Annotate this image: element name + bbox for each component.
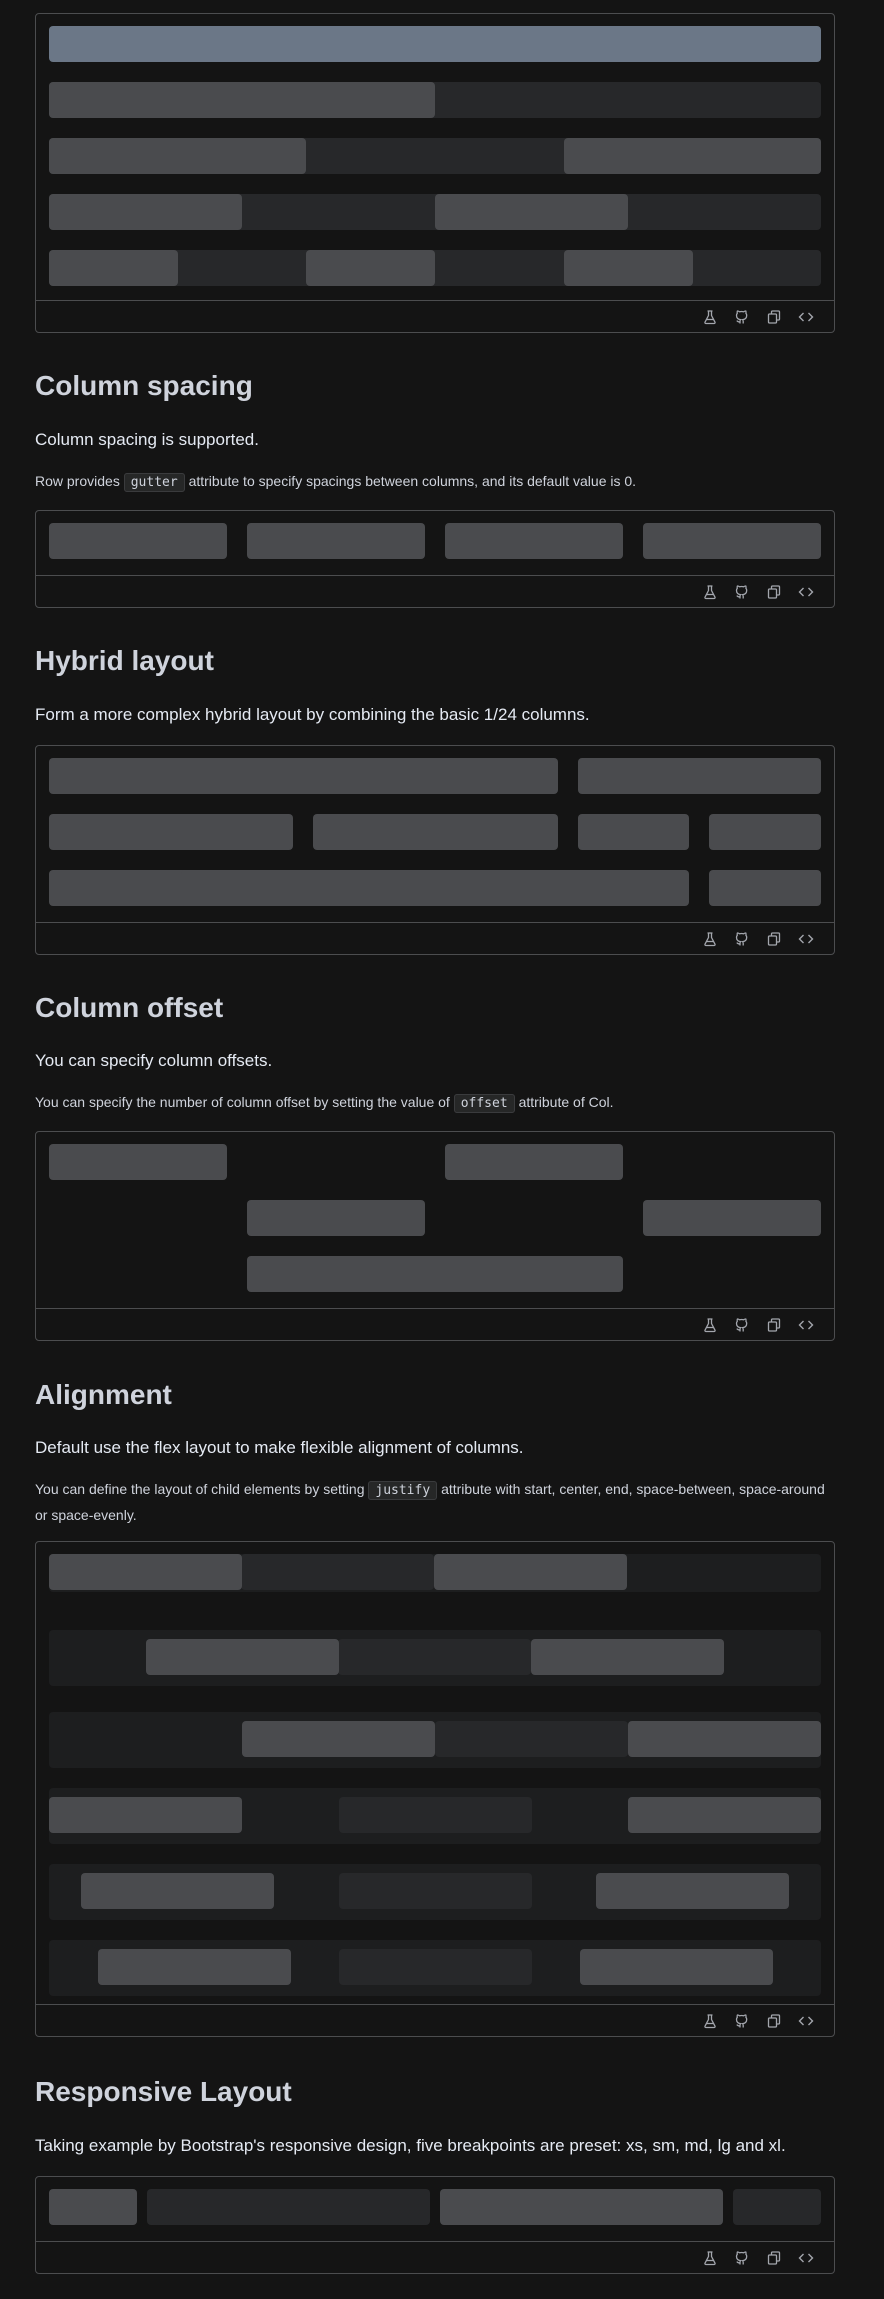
grid-col xyxy=(434,1554,627,1590)
grid-col xyxy=(709,814,821,850)
grid-col xyxy=(247,523,425,559)
grid-col xyxy=(628,1797,821,1833)
grid-col xyxy=(709,870,821,906)
inline-code: offset xyxy=(454,1094,515,1113)
grid-col xyxy=(49,2189,137,2225)
grid-col xyxy=(49,870,202,906)
grid-col xyxy=(49,1144,227,1180)
desc-text: Row provides xyxy=(35,473,120,489)
grid-col xyxy=(49,138,306,174)
github-icon[interactable] xyxy=(734,1317,750,1333)
desc-text: attribute with start, center, end, space-between, space-around or space-evenly. xyxy=(35,1481,825,1523)
grid-col xyxy=(49,250,178,286)
demo-toolbar xyxy=(36,300,834,332)
inline-code: justify xyxy=(368,1481,437,1500)
copy-icon[interactable] xyxy=(766,584,782,600)
desc-text: You can define the layout of child elements by setting xyxy=(35,1481,365,1497)
grid-col xyxy=(580,1949,773,1985)
demo-toolbar xyxy=(36,2004,834,2036)
grid-col xyxy=(339,1873,532,1909)
grid-col xyxy=(306,250,435,286)
grid-col xyxy=(146,1639,339,1675)
section-subtitle: Default use the flex layout to make flexible alignment of columns. xyxy=(35,1438,524,1457)
grid-col xyxy=(49,523,227,559)
copy-icon[interactable] xyxy=(766,2013,782,2029)
desc-text: You can specify the number of column offset by setting the value of xyxy=(35,1094,450,1110)
copy-icon[interactable] xyxy=(766,931,782,947)
hybrid-layout-demo xyxy=(35,745,835,955)
inline-code: gutter xyxy=(124,473,185,492)
section-title: Column offset xyxy=(35,992,224,1023)
basic-layout-demo xyxy=(35,13,835,333)
copy-icon[interactable] xyxy=(766,309,782,325)
grid-col xyxy=(531,1639,724,1675)
column-offset-demo xyxy=(35,1131,835,1341)
grid-col xyxy=(338,1639,531,1675)
beaker-icon[interactable] xyxy=(702,1317,718,1333)
grid-col xyxy=(49,194,242,230)
grid-col xyxy=(578,814,689,850)
grid-col xyxy=(643,523,821,559)
demo-toolbar xyxy=(36,1308,834,1340)
section-title: Alignment xyxy=(35,1379,172,1410)
copy-icon[interactable] xyxy=(766,1317,782,1333)
demo-toolbar xyxy=(36,575,834,607)
grid-col xyxy=(49,1797,242,1833)
grid-col xyxy=(733,2189,821,2225)
section-title: Responsive Layout xyxy=(35,2076,292,2107)
beaker-icon[interactable] xyxy=(702,584,718,600)
grid-col xyxy=(628,1721,821,1757)
grid-col xyxy=(445,1144,623,1180)
grid-col xyxy=(339,1949,532,1985)
code-icon[interactable] xyxy=(798,309,814,325)
grid-col xyxy=(440,2189,723,2225)
grid-col xyxy=(242,1721,435,1757)
desc-text: attribute to specify spacings between columns, and its default value is 0. xyxy=(188,473,637,489)
section-description xyxy=(35,1477,835,1527)
grid-col xyxy=(49,82,435,118)
grid-col xyxy=(596,1873,789,1909)
grid-col xyxy=(81,1873,274,1909)
github-icon[interactable] xyxy=(734,2013,750,2029)
grid-col xyxy=(564,250,693,286)
desc-text: attribute of Col. xyxy=(518,1094,614,1110)
beaker-icon[interactable] xyxy=(702,309,718,325)
github-icon[interactable] xyxy=(734,2250,750,2266)
section-description xyxy=(35,469,835,495)
grid-col xyxy=(564,138,821,174)
section-subtitle: You can specify column offsets. xyxy=(35,1051,273,1070)
grid-col xyxy=(241,1554,434,1590)
grid-col xyxy=(147,2189,430,2225)
code-icon[interactable] xyxy=(798,2250,814,2266)
grid-col xyxy=(643,1200,821,1236)
grid-col xyxy=(181,870,689,906)
section-subtitle: Column spacing is supported. xyxy=(35,430,259,449)
code-icon[interactable] xyxy=(798,584,814,600)
section-title: Hybrid layout xyxy=(35,645,214,676)
section-title: Column spacing xyxy=(35,370,253,401)
code-icon[interactable] xyxy=(798,2013,814,2029)
grid-col xyxy=(578,758,821,794)
grid-col xyxy=(49,1554,242,1590)
code-icon[interactable] xyxy=(798,931,814,947)
github-icon[interactable] xyxy=(734,584,750,600)
github-icon[interactable] xyxy=(734,931,750,947)
beaker-icon[interactable] xyxy=(702,2013,718,2029)
code-icon[interactable] xyxy=(798,1317,814,1333)
grid-col xyxy=(49,814,293,850)
demo-toolbar xyxy=(36,922,834,954)
beaker-icon[interactable] xyxy=(702,931,718,947)
github-icon[interactable] xyxy=(734,309,750,325)
responsive-layout-demo xyxy=(35,2176,835,2274)
section-subtitle: Form a more complex hybrid layout by combining the basic 1/24 columns. xyxy=(35,705,590,724)
grid-col xyxy=(435,1721,628,1757)
grid-col xyxy=(247,1256,623,1292)
grid-col xyxy=(247,1200,425,1236)
copy-icon[interactable] xyxy=(766,2250,782,2266)
grid-col xyxy=(313,814,558,850)
grid-col xyxy=(49,26,821,62)
grid-col xyxy=(339,1797,532,1833)
column-spacing-demo xyxy=(35,510,835,608)
grid-col xyxy=(49,758,558,794)
alignment-demo xyxy=(35,1541,835,2037)
grid-col xyxy=(445,523,623,559)
demo-toolbar xyxy=(36,2241,834,2273)
grid-col xyxy=(98,1949,291,1985)
section-subtitle: Taking example by Bootstrap's responsive design, five breakpoints are preset: xs, sm, md, lg and xl. xyxy=(35,2136,786,2155)
section-description xyxy=(35,1090,835,1116)
beaker-icon[interactable] xyxy=(702,2250,718,2266)
grid-col xyxy=(435,194,628,230)
